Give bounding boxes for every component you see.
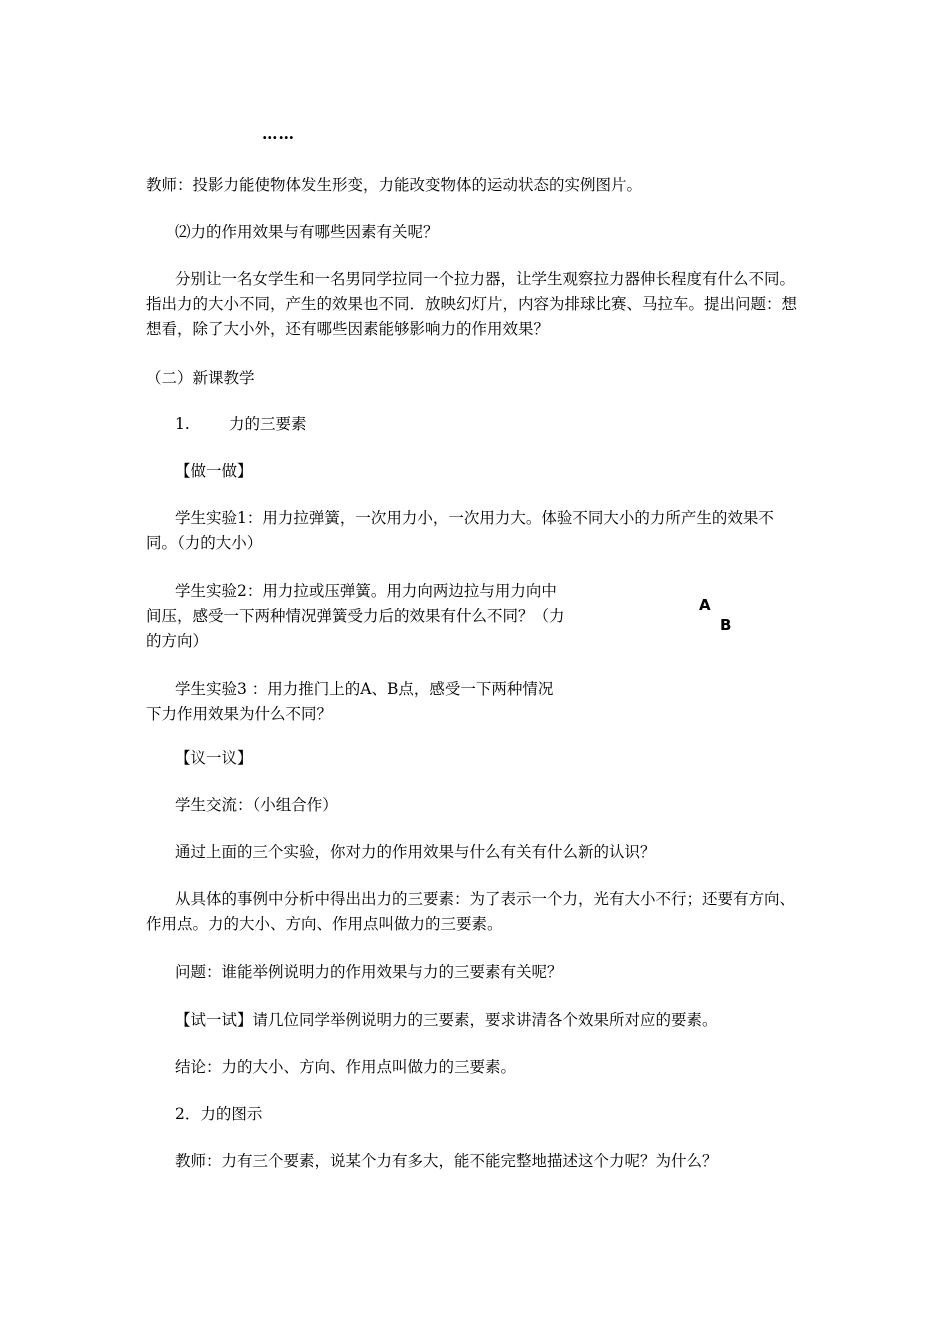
question-2-line: ⑵力的作用效果与有哪些因素有关呢？ — [175, 223, 439, 241]
subsection-heading-three-elements — [175, 412, 307, 436]
do-it-heading: 【做一做】 — [175, 462, 253, 480]
try-it-line: 【试一试】请几位同学举例说明力的三要素，要求讲清各个效果所对应的要素。 — [175, 1011, 718, 1029]
teacher-question-line: 教师：力有三个要素，说某个力有多大，能不能完整地描述这个力呢？为什么？ — [175, 1152, 718, 1170]
point-a-label: A — [699, 596, 711, 614]
door-points-diagram — [690, 594, 750, 638]
subsection-title: 力的三要素 — [229, 415, 307, 433]
experiment-2-paragraph: 学生实验2：用力拉或压弹簧。用力向两边拉与用力向中间压，感受一下两种情况弹簧受力后的效果有什么不同？（力的方向） — [146, 582, 565, 650]
three-experiments-question: 通过上面的三个实验，你对力的作用效果与什么有关有什么新的认识？ — [175, 843, 656, 861]
discuss-heading: 【议一议】 — [175, 749, 253, 767]
ellipsis: …… — [262, 124, 295, 143]
pull-paragraph: 分别让一名女学生和一名男同学拉同一个拉力器，让学生观察拉力器伸长程度有什么不同。指出力的大小不同，产生的效果也不同．放映幻灯片，内容为排球比赛、马拉车。提出问题：想想看，除了大小外，还有哪些因素能够影响力的作用效果？ — [146, 270, 798, 338]
question-who-line: 问题：谁能举例说明力的作用效果与力的三要素有关呢？ — [175, 963, 563, 981]
three-elements-paragraph: 从具体的事例中分析中得出出力的三要素：为了表示一个力，光有大小不行；还要有方向、作用点。力的大小、方向、作用点叫做力的三要素。 — [146, 890, 796, 933]
teacher-projection-line: 教师：投影力能使物体发生形变，力能改变物体的运动状态的实例图片。 — [146, 176, 643, 194]
conclusion-line: 结论：力的大小、方向、作用点叫做力的三要素。 — [175, 1058, 517, 1076]
student-exchange-line: 学生交流：（小组合作） — [175, 796, 338, 814]
subsection-number: 1. — [175, 415, 190, 433]
point-b-label: B — [720, 616, 732, 634]
experiment-3-paragraph: 学生实验3 ：用力推门上的A、B点，感受一下两种情况下力作用效果为什么不同？ — [146, 680, 554, 723]
section-heading-new-lesson: （二）新课教学 — [146, 369, 255, 387]
experiment-1-paragraph: 学生实验1：用力拉弹簧，一次用力小，一次用力大。体验不同大小的力所产生的效果不同。（力的大小） — [146, 509, 774, 552]
subsection-heading-force-diagram: 2．力的图示 — [175, 1105, 263, 1123]
